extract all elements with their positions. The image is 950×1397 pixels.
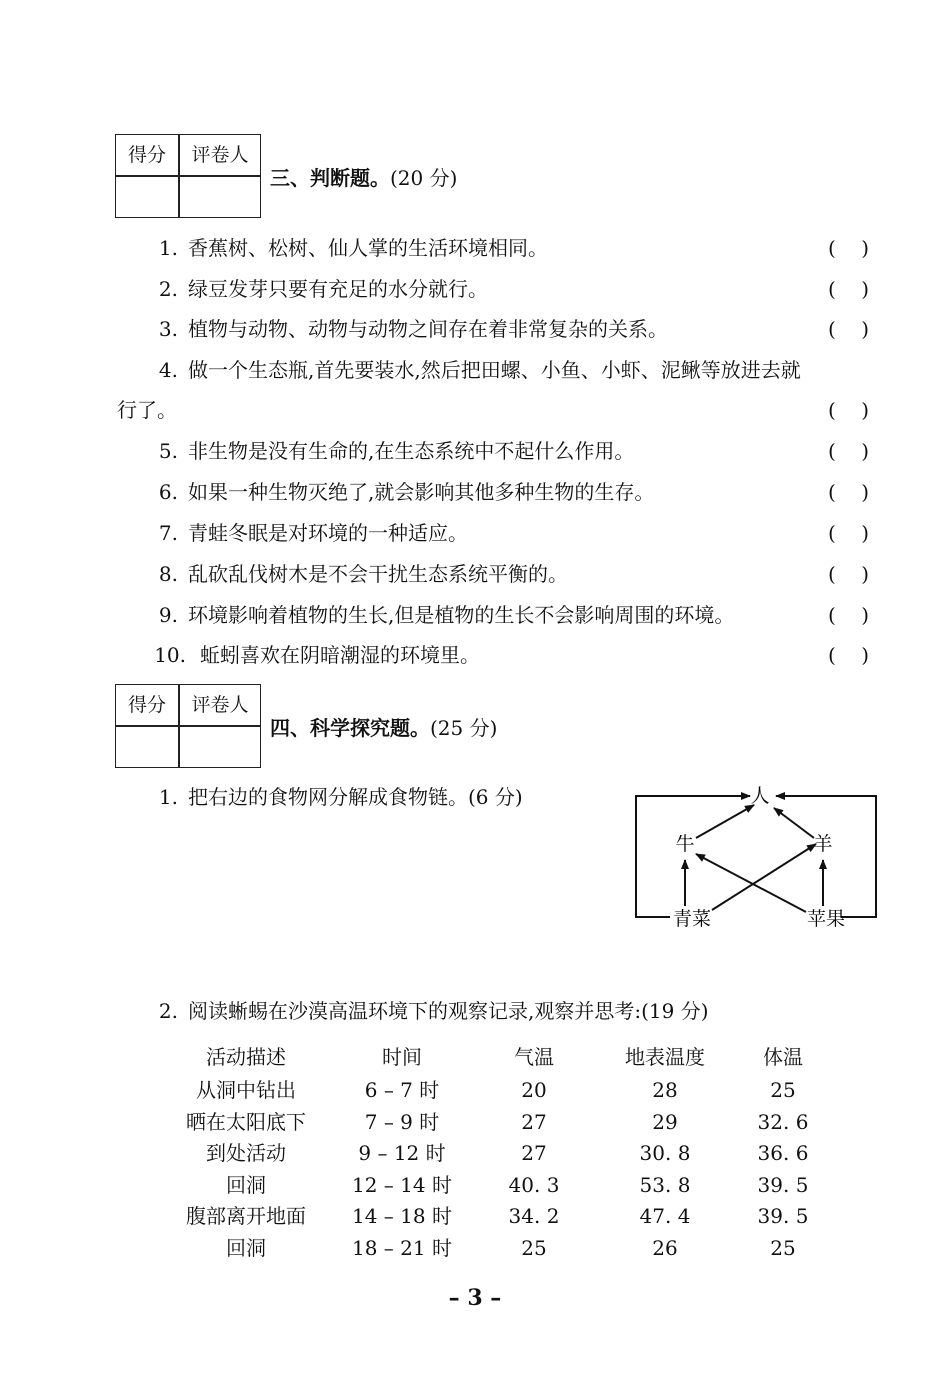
food-web-arrow [636,796,750,917]
food-web-node-apple: 苹果 [806,908,846,930]
question-text: 如果一种生物灭绝了,就会影响其他多种生物的生存。 [188,480,655,504]
judge-question [0,518,950,548]
score-label: 得分 [127,144,166,166]
section3-title [270,162,457,191]
question-text: 植物与动物、动物与动物之间存在着非常复杂的关系。 [188,317,668,341]
table-row [0,1075,950,1105]
table-cell-time: 6 – 7 时 [364,1078,440,1102]
page-number: – 3 – [448,1285,502,1311]
table-cell-ground-temp: 30. 8 [639,1141,691,1165]
answer-blank[interactable]: ( ) [828,398,870,422]
score-box-section4 [115,684,261,768]
judge-question-continuation [0,395,950,425]
table-cell-activity: 从洞中钻出 [196,1078,296,1102]
table-cell-body-temp: 36. 6 [757,1141,809,1165]
section4-title [270,712,497,741]
question-text: 把右边的食物网分解成食物链。(6 分) [188,785,523,809]
food-web-arrow [696,854,806,912]
section3-title-text: 三、判断题。 [270,166,390,190]
table-cell-time: 18 – 21 时 [352,1235,452,1260]
table-cell-ground-temp: 28 [652,1078,678,1102]
table-cell-air-temp: 34. 2 [508,1204,560,1228]
table-cell-body-temp: 39. 5 [757,1172,809,1197]
judge-question [0,640,950,670]
table-cell-body-temp: 25 [770,1078,796,1102]
answer-blank[interactable]: ( ) [828,603,870,627]
question-text: 乱砍乱伐树木是不会干扰生态系统平衡的。 [188,562,568,586]
question-number: 1. [158,785,178,809]
table-cell-ground-temp: 26 [652,1235,678,1260]
table-row [0,1107,950,1137]
question-text: 蚯蚓喜欢在阴暗潮湿的环境里。 [200,643,480,667]
grader-label: 评卷人 [191,144,249,166]
question-number: 1. [158,236,178,260]
question-number: 10. [154,643,186,667]
divider [116,725,260,727]
table-cell-air-temp: 27 [521,1141,547,1165]
food-web-arrow [696,805,754,838]
inquiry-question-2 [0,996,950,1026]
table-row [0,1233,950,1263]
table-cell-ground-temp: 29 [652,1109,678,1134]
table-header-ground-temp: 地表温度 [625,1045,705,1069]
section3-points: (20 分) [390,166,458,190]
food-web-node-sheep: 羊 [813,833,833,855]
question-text-continued: 行了。 [117,398,177,422]
grader-label: 评卷人 [191,694,249,716]
question-number: 2. [158,999,178,1023]
table-cell-time: 9 – 12 时 [358,1141,446,1165]
table-cell-activity: 回洞 [226,1235,266,1260]
table-row [0,1201,950,1231]
judge-question [0,477,950,507]
table-header-activity: 活动描述 [206,1045,286,1069]
section4-points: (25 分) [430,716,498,740]
table-cell-activity: 腹部离开地面 [186,1204,306,1228]
question-text: 非生物是没有生命的,在生态系统中不起什么作用。 [188,439,635,463]
food-web-node-vegetable: 青菜 [672,908,712,930]
table-cell-ground-temp: 53. 8 [639,1172,691,1197]
answer-blank[interactable]: ( ) [828,236,870,260]
food-web-arrow [712,844,816,910]
table-cell-time: 12 – 14 时 [352,1172,452,1197]
judge-question [0,314,950,344]
question-number: 2. [158,277,178,301]
table-cell-body-temp: 32. 6 [757,1109,809,1134]
question-text: 青蛙冬眠是对环境的一种适应。 [188,521,468,545]
answer-blank[interactable]: ( ) [828,480,870,504]
food-web-arrow [776,796,876,917]
question-number: 7. [158,521,178,545]
question-number: 4. [158,358,178,382]
table-row [0,1138,950,1168]
table-cell-air-temp: 25 [521,1235,547,1260]
judge-question [0,233,950,263]
table-cell-time: 14 – 18 时 [352,1204,452,1228]
divider [116,175,260,177]
answer-blank[interactable]: ( ) [828,317,870,341]
table-cell-ground-temp: 47. 4 [639,1204,691,1228]
table-cell-activity: 到处活动 [206,1141,286,1165]
table-header-time: 时间 [382,1045,422,1069]
judge-question [0,436,950,466]
table-header-row [0,1042,950,1072]
table-cell-air-temp: 27 [521,1109,547,1134]
judge-question [0,600,950,630]
food-web-diagram [630,780,885,940]
answer-blank[interactable]: ( ) [828,521,870,545]
judge-question [0,355,950,385]
question-text: 环境影响着植物的生长,但是植物的生长不会影响周围的环境。 [188,603,735,627]
table-cell-air-temp: 40. 3 [508,1172,560,1197]
table-header-body-temp: 体温 [763,1045,803,1069]
score-box-section3 [115,134,261,218]
food-web-arrow [774,808,814,838]
question-text: 阅读蜥蜴在沙漠高温环境下的观察记录,观察并思考:(19 分) [188,999,709,1023]
table-header-air-temp: 气温 [514,1045,554,1069]
question-number: 6. [158,480,178,504]
answer-blank[interactable]: ( ) [828,643,870,667]
table-cell-air-temp: 20 [521,1078,547,1102]
question-number: 5. [158,439,178,463]
question-number: 9. [158,603,178,627]
table-cell-body-temp: 25 [770,1235,796,1260]
answer-blank[interactable]: ( ) [828,562,870,586]
score-label: 得分 [127,694,166,716]
food-web-node-cow: 牛 [675,833,695,855]
question-text: 绿豆发芽只要有充足的水分就行。 [188,277,488,301]
judge-question [0,559,950,589]
judge-question [0,274,950,304]
question-number: 8. [158,562,178,586]
question-number: 3. [158,317,178,341]
answer-blank[interactable]: ( ) [828,439,870,463]
question-text: 做一个生态瓶,首先要装水,然后把田螺、小鱼、小虾、泥鳅等放进去就 [188,358,801,382]
food-web-node-human: 人 [750,785,770,807]
table-cell-activity: 晒在太阳底下 [186,1109,306,1134]
table-cell-activity: 回洞 [226,1172,266,1197]
table-row [0,1170,950,1200]
answer-blank[interactable]: ( ) [828,277,870,301]
section4-title-text: 四、科学探究题。 [270,716,430,740]
question-text: 香蕉树、松树、仙人掌的生活环境相同。 [188,236,548,260]
table-cell-time: 7 – 9 时 [364,1109,440,1134]
table-cell-body-temp: 39. 5 [757,1204,809,1228]
